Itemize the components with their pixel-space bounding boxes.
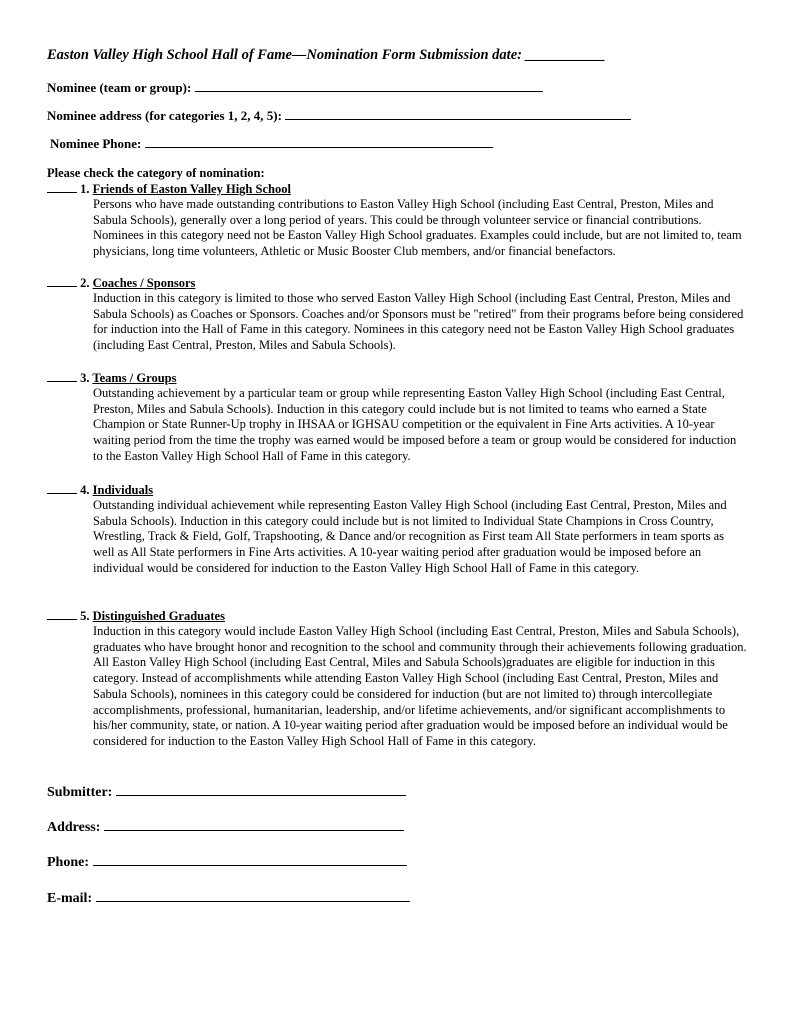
category-5-name: Distinguished Graduates bbox=[92, 609, 225, 623]
category-3-name: Teams / Groups bbox=[92, 371, 177, 385]
category-5-description: Induction in this category would include Easton Valley High School (including East Central, Preston, Miles and Sabula Schools), graduates who have brought honor and recognition to the school and community through their achievements following graduation. All Easton Valley High School (including East Central, Miles and Sabula Schools)graduates are eligible for induction in this category. Instead of accomplishments while attending Easton Valley High School (including East Central, Preston, Miles and Sabula Schools), nominees in this category could be considered for induction (but are not limited to) through intercollegiate accomplishments, professional, humanitarian, leadership, and/or lifetime achievements, and/or significant accomplishments to his/her community, state, or nation. A 10-year waiting period after graduation would be imposed before an individual would be considered for induction to the Easton Valley High School Hall of Fame in this category. bbox=[93, 624, 747, 748]
category-5-number: 5. bbox=[80, 609, 90, 623]
category-2-checkbox[interactable] bbox=[47, 276, 77, 287]
category-3-number: 3. bbox=[80, 371, 90, 385]
submitter-address-label: Address: bbox=[47, 820, 101, 835]
nominee-input-line[interactable] bbox=[195, 80, 543, 92]
submitter-phone-input-line[interactable] bbox=[93, 854, 407, 866]
category-instructions: Please check the category of nomination: bbox=[47, 166, 265, 180]
category-1-header bbox=[47, 182, 747, 197]
category-3 bbox=[47, 371, 747, 465]
category-5-header bbox=[47, 609, 747, 624]
nominee-address-field bbox=[47, 108, 631, 124]
nominee-address-input-line[interactable] bbox=[285, 108, 631, 120]
category-4-name: Individuals bbox=[92, 483, 154, 497]
category-1-number: 1. bbox=[80, 182, 90, 196]
category-3-header bbox=[47, 371, 747, 386]
category-4-number: 4. bbox=[80, 483, 90, 497]
category-1 bbox=[47, 182, 747, 260]
submitter-phone-field bbox=[47, 854, 407, 871]
category-2-number: 2. bbox=[80, 276, 90, 290]
category-1-description: Persons who have made outstanding contributions to Easton Valley High School (including East Central, Preston, Miles and Sabula Schools), generally over a long period of years. This could be through volunteer service or financial contributions. Nominees in this category need not be Easton Valley High School graduates. Examples could include, but are not limited to, team physicians, long time volunteers, Athletic or Music Booster Club members, and/or financial benefactors. bbox=[93, 197, 742, 259]
category-5 bbox=[47, 609, 747, 750]
category-3-description: Outstanding achievement by a particular team or group while representing Easton Valley High School (including East Central, Preston, Miles and Sabula Schools). Induction in this category could include but is not limited to teams who earned a State Champion or State Runner-Up trophy in IHSAA or IGHSAU competition or the equivalent in Fine Arts activities. A 10-year waiting period from the time the trophy was earned would be imposed before a team or group would be considered for induction to the Easton Valley High School Hall of Fame in this category. bbox=[93, 386, 737, 463]
nominee-address-label: Nominee address (for categories 1, 2, 4, 5): bbox=[47, 108, 282, 123]
submitter-input-line[interactable] bbox=[116, 784, 406, 796]
category-4-header bbox=[47, 483, 747, 498]
category-2-header bbox=[47, 276, 747, 291]
submitter-email-input-line[interactable] bbox=[96, 890, 410, 902]
nominee-label: Nominee (team or group): bbox=[47, 80, 192, 95]
category-5-checkbox[interactable] bbox=[47, 609, 77, 620]
form-title: Easton Valley High School Hall of Fame—Nomination Form Submission date: ___________ bbox=[47, 47, 606, 63]
nominee-field bbox=[47, 80, 543, 96]
category-1-name: Friends of Easton Valley High School bbox=[92, 182, 291, 196]
submitter-email-label: E-mail: bbox=[47, 891, 93, 906]
submitter-phone-label: Phone: bbox=[47, 855, 89, 870]
submitter-field bbox=[47, 784, 406, 801]
category-4-description: Outstanding individual achievement while representing Easton Valley High School (including East Central, Preston, Miles and Sabula Schools). Induction in this category could include but is not limited to Individual State Champions in Cross Country, Wrestling, Track & Field, Golf, Trapshooting, & Dance and/or recognition as First team All State performers in team sports as well as All State performers in Fine Arts activities. A 10-year waiting period after graduation would be imposed before an individual would be considered for induction to the Easton Valley High School Hall of Fame in this category. bbox=[93, 498, 727, 575]
submitter-email-field bbox=[47, 890, 410, 907]
category-1-checkbox[interactable] bbox=[47, 182, 77, 193]
category-2-name: Coaches / Sponsors bbox=[92, 276, 196, 290]
category-2-description: Induction in this category is limited to those who served Easton Valley High School (including East Central, Preston, Miles and Sabula Schools) as Coaches or Sponsors. Coaches and/or Sponsors must be "retired" from their programs before being considered for induction into the Hall of Fame in this category. Nominees in this category need not be Easton Valley High School graduates (including East Central, Preston, Miles and Sabula Schools). bbox=[93, 291, 744, 353]
category-3-checkbox[interactable] bbox=[47, 371, 77, 382]
category-4 bbox=[47, 483, 747, 577]
nominee-phone-field bbox=[50, 136, 493, 152]
category-4-checkbox[interactable] bbox=[47, 483, 77, 494]
submitter-address-field bbox=[47, 819, 404, 836]
category-2 bbox=[47, 276, 747, 354]
nominee-phone-input-line[interactable] bbox=[145, 136, 493, 148]
submitter-address-input-line[interactable] bbox=[104, 819, 404, 831]
nominee-phone-label: Nominee Phone: bbox=[50, 136, 142, 151]
submitter-label: Submitter: bbox=[47, 785, 113, 800]
